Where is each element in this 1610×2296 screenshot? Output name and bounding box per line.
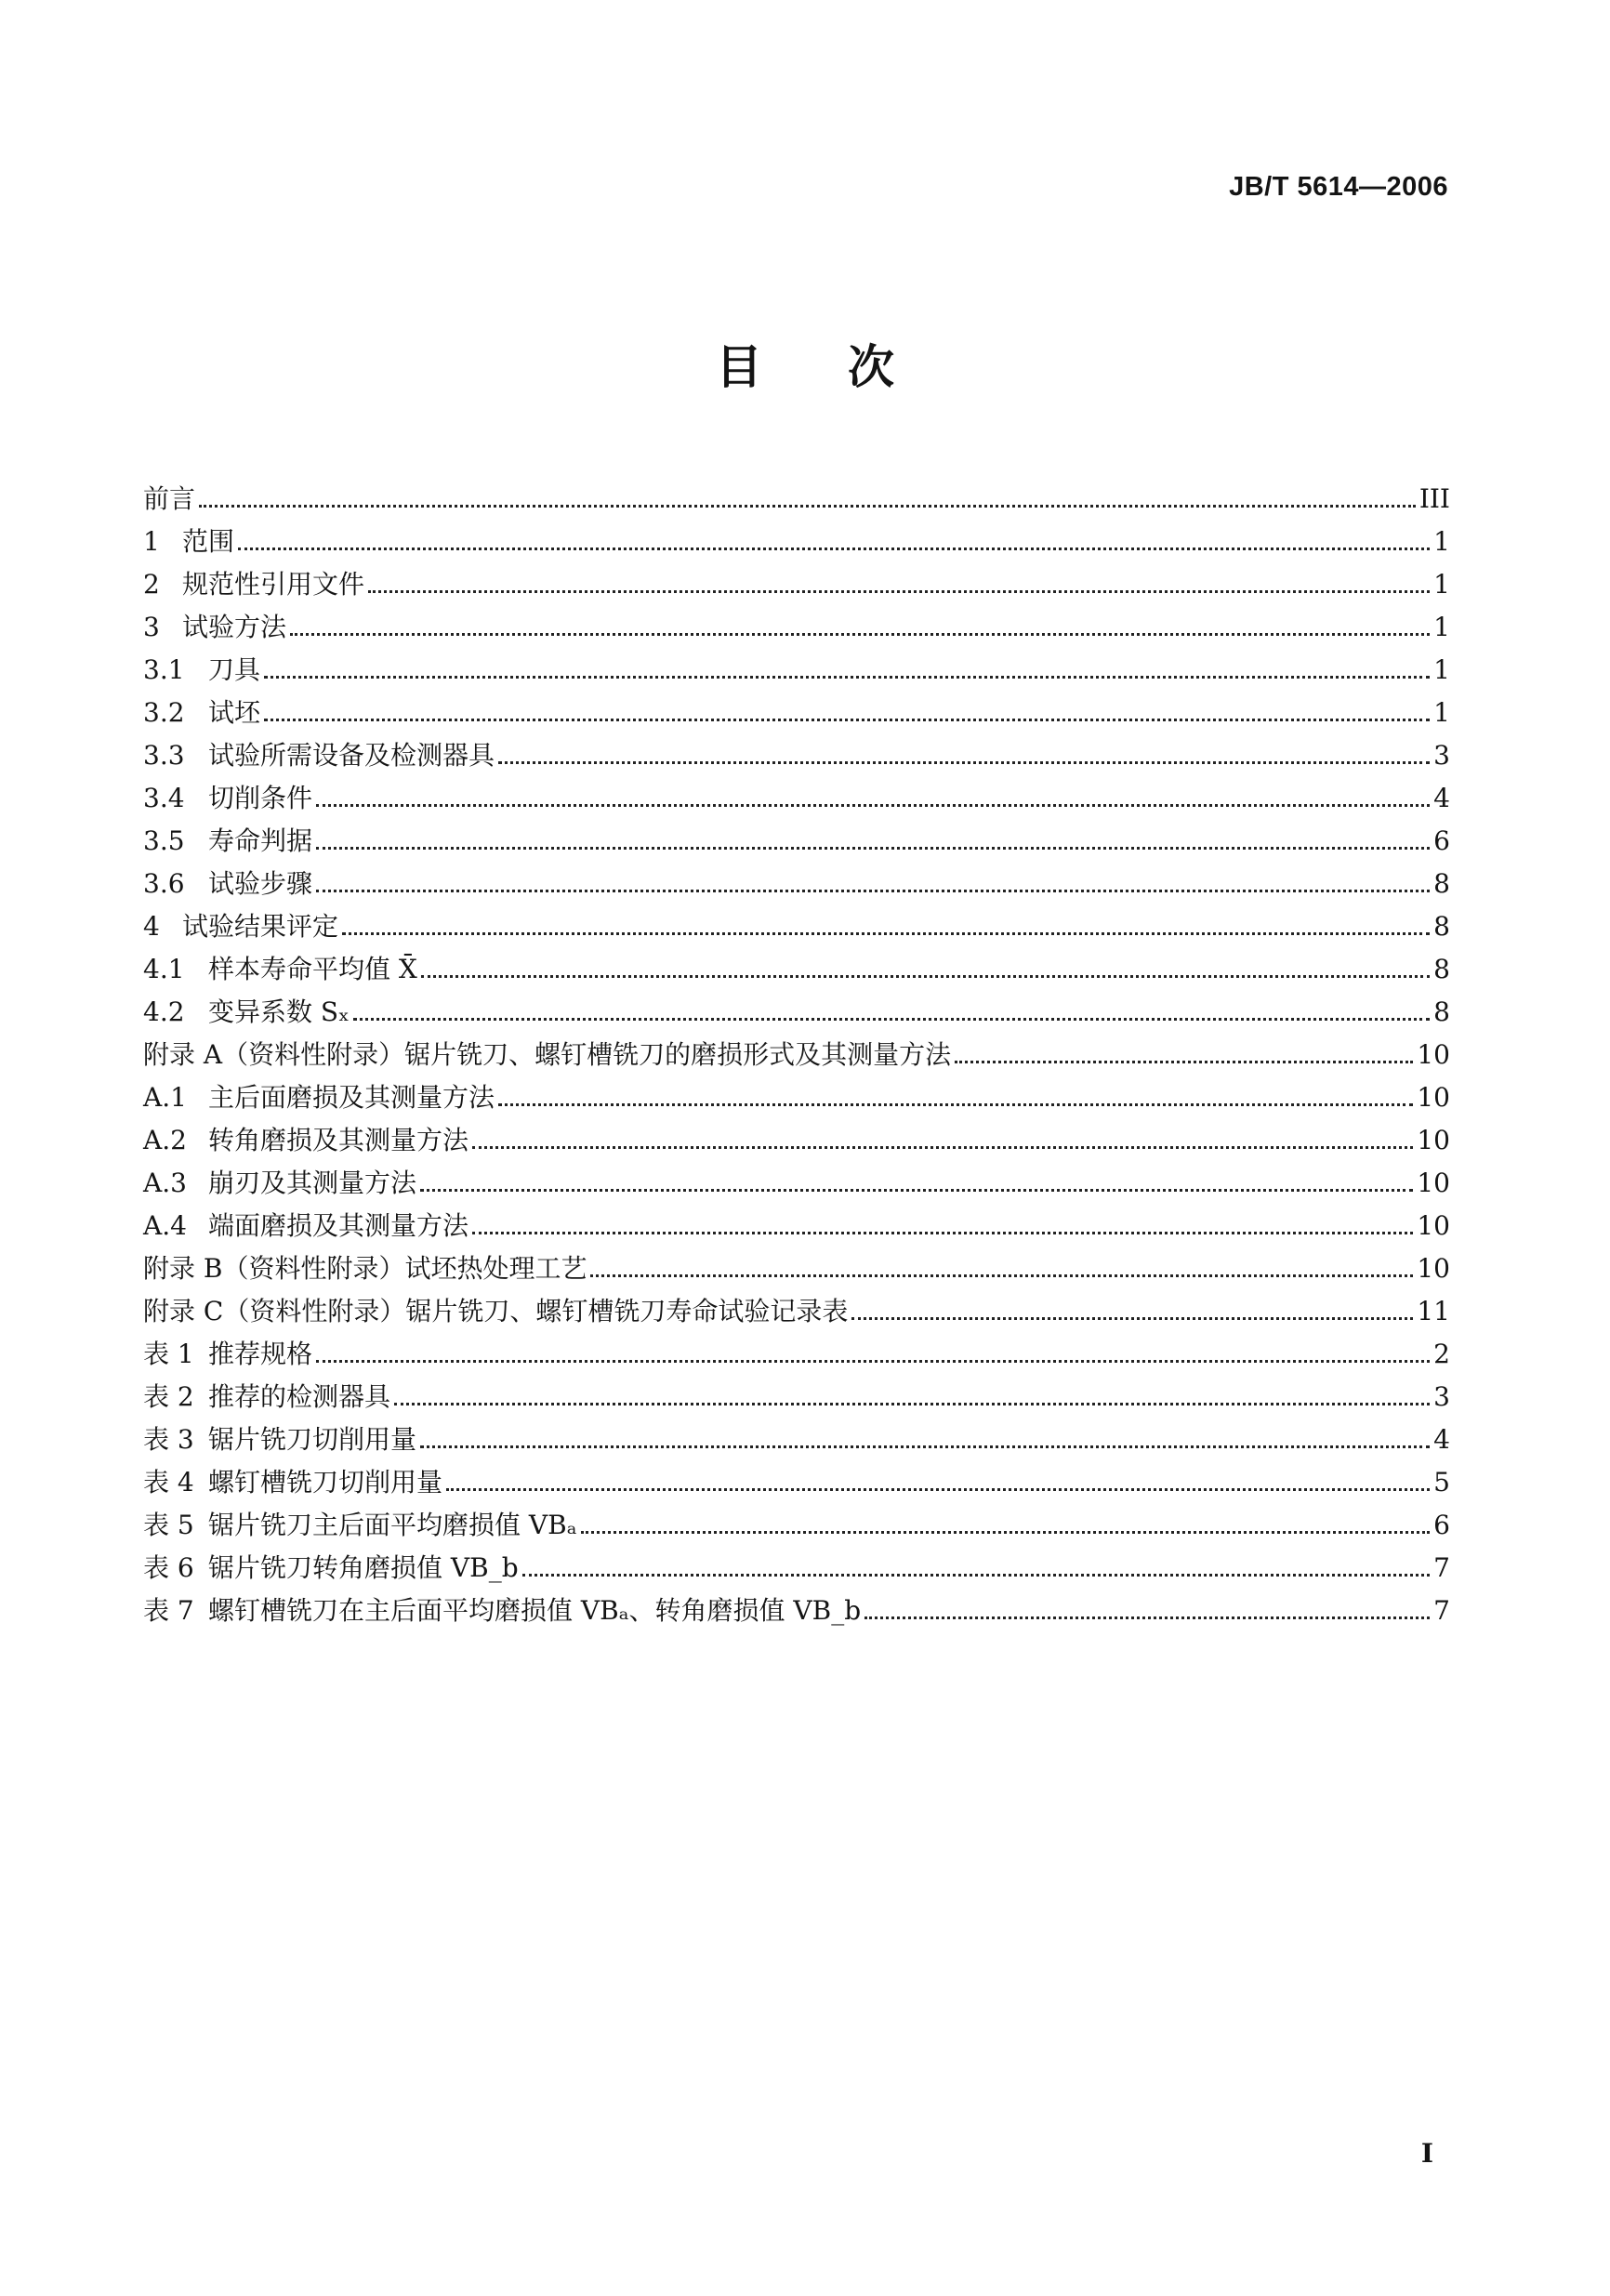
toc-entry-number: 表 4 [143,1467,194,1498]
toc-entry-label [143,1467,442,1498]
toc-entry-text: 锯片铣刀主后面平均磨损值 VBₐ [208,1510,577,1540]
toc-entry-text: 试验所需设备及检测器具 [208,740,495,771]
toc-entry-text: 附录 A（资料性附录）锯片铣刀、螺钉槽铣刀的磨损形式及其测量方法 [143,1039,952,1070]
toc-entry-label [143,1039,951,1071]
toc-entry-text: 规范性引用文件 [182,569,365,600]
toc-entry[interactable] [143,985,1450,1028]
toc-entry-page: 2 [1433,1339,1450,1369]
toc-entry-number: 表 6 [143,1552,194,1583]
toc-entry[interactable] [143,900,1450,943]
toc-entry-number: A.3 [143,1168,187,1198]
toc-entry-label [143,1552,519,1584]
toc-entry[interactable] [143,515,1450,558]
toc-entry-label [143,825,312,857]
toc-entry-label [143,483,195,515]
toc-entry-number: 3.5 [143,825,185,856]
toc-entry-label [143,1125,468,1156]
toc-entry-text: 前言 [143,483,196,514]
toc-entry-label [143,740,495,772]
toc-entry-label [143,868,312,900]
toc-leader-dots [864,1616,1430,1619]
toc-leader-dots [316,804,1430,807]
toc-entry-text: 附录 B（资料性附录）试坯热处理工艺 [143,1253,587,1284]
toc-entry-text: 切削条件 [208,783,313,813]
toc-entry-label [143,1339,312,1370]
toc-entry[interactable] [143,600,1450,643]
toc-entry-number: 表 3 [143,1424,194,1455]
toc-entry-number: 3.3 [143,740,185,771]
toc-leader-dots [590,1274,1413,1277]
toc-entry-page: 3 [1433,1381,1450,1412]
toc-entry-text: 寿命判据 [208,825,313,856]
toc-entry-text: 样本寿命平均值 X̄ [208,954,417,984]
toc-entry-label [143,654,260,686]
toc-leader-dots [316,1360,1430,1363]
toc-entry-number: A.2 [143,1125,187,1155]
toc-entry-page: 8 [1433,911,1450,942]
toc-entry-number: 3.4 [143,783,185,813]
toc-entry[interactable] [143,643,1450,686]
toc-entry-page: 7 [1433,1552,1450,1583]
toc-leader-dots [316,847,1430,850]
toc-entry-number: 3.6 [143,868,185,899]
toc-entry-text: 试验方法 [182,612,287,642]
toc-entry-label [143,1381,390,1413]
toc-entry[interactable] [143,814,1450,857]
toc-entry-page: 7 [1433,1595,1450,1626]
title-part-1: 目 [716,340,762,394]
toc-entry[interactable] [143,1071,1450,1114]
toc-leader-dots [368,590,1430,593]
toc-entry-number: 3.1 [143,654,185,685]
toc-entry-page: 6 [1433,1510,1450,1540]
toc-entry[interactable] [143,1370,1450,1413]
toc-entry-label [143,911,338,943]
toc-entry[interactable] [143,1413,1450,1456]
standard-number: JB/T 5614—2006 [1229,172,1448,202]
toc-entry-text: 变异系数 Sₓ [208,996,350,1027]
toc-entry[interactable] [143,1199,1450,1242]
toc-leader-dots [472,1232,1413,1234]
toc-leader-dots [199,505,1416,508]
toc-entry-number: 2 [143,569,160,600]
toc-leader-dots [264,719,1430,721]
toc-entry-label [143,697,260,729]
toc-entry[interactable] [143,1498,1450,1541]
toc-leader-dots [498,761,1430,764]
toc-entry-page: 3 [1433,740,1450,771]
toc-entry-number: 4 [143,911,160,942]
toc-leader-dots [290,633,1430,636]
toc-entry-number: 4.1 [143,954,185,984]
toc-entry-text: 崩刃及其测量方法 [208,1168,417,1198]
toc-entry-page: 10 [1417,1210,1450,1241]
toc-entry-label [143,1296,848,1327]
toc-entry[interactable] [143,1584,1450,1627]
toc-entry[interactable] [143,729,1450,772]
toc-entry-text: 螺钉槽铣刀在主后面平均磨损值 VBₐ、转角磨损值 VB_b [208,1595,862,1626]
toc-entry-page: 4 [1433,1424,1450,1455]
toc-leader-dots [851,1317,1413,1320]
toc-leader-dots [522,1574,1431,1577]
toc-entry-page: 10 [1417,1125,1450,1155]
toc-entry[interactable] [143,1156,1450,1199]
toc-leader-dots [353,1018,1430,1021]
toc-entry-label [143,1210,468,1242]
toc-entry-text: 推荐规格 [208,1339,313,1369]
toc-entry[interactable] [143,1327,1450,1370]
toc-entry-label [143,1424,416,1456]
toc-entry-number: A.1 [143,1082,187,1113]
toc-entry-text: 螺钉槽铣刀切削用量 [208,1467,443,1498]
toc-entry-label [143,612,286,643]
toc-entry-label [143,569,364,600]
table-of-contents [143,472,1450,1627]
toc-entry-number: 表 5 [143,1510,194,1540]
toc-entry-label [143,1595,861,1627]
toc-entry[interactable] [143,1242,1450,1285]
toc-entry-page: 1 [1433,569,1450,600]
toc-entry-number: 表 7 [143,1595,194,1626]
toc-entry-page: III [1419,483,1450,514]
toc-entry[interactable] [143,943,1450,985]
toc-entry-text: 转角磨损及其测量方法 [208,1125,469,1155]
toc-entry-label [143,1510,577,1541]
toc-leader-dots [955,1061,1413,1063]
toc-entry-page: 8 [1433,996,1450,1027]
toc-entry-text: 锯片铣刀切削用量 [208,1424,417,1455]
toc-entry-number: 3 [143,612,160,642]
toc-entry-label [143,783,312,814]
toc-entry-page: 1 [1433,697,1450,728]
page-title [0,330,1610,397]
toc-entry-number: 表 2 [143,1381,194,1412]
toc-entry-page: 4 [1433,783,1450,813]
toc-entry-text: 刀具 [208,654,261,685]
toc-leader-dots [238,548,1430,550]
toc-entry-label [143,1082,495,1114]
toc-entry-label [143,1253,587,1285]
toc-entry-page: 1 [1433,612,1450,642]
toc-entry-number: A.4 [143,1210,187,1241]
toc-entry-page: 10 [1417,1253,1450,1284]
toc-leader-dots [316,890,1430,892]
toc-entry-page: 1 [1433,526,1450,557]
toc-entry-text: 主后面磨损及其测量方法 [208,1082,495,1113]
toc-leader-dots [581,1531,1431,1534]
toc-entry-page: 1 [1433,654,1450,685]
toc-entry-number: 表 1 [143,1339,194,1369]
toc-entry-text: 推荐的检测器具 [208,1381,391,1412]
toc-entry[interactable] [143,558,1450,600]
toc-entry-text: 试验结果评定 [182,911,339,942]
toc-entry[interactable] [143,1456,1450,1498]
toc-entry-page: 11 [1417,1296,1450,1326]
title-part-2: 次 [848,340,894,394]
toc-leader-dots [264,676,1430,679]
toc-entry-page: 6 [1433,825,1450,856]
toc-entry-number: 3.2 [143,697,185,728]
toc-entry[interactable] [143,472,1450,515]
toc-entry[interactable] [143,1028,1450,1071]
toc-entry-text: 试坯 [208,697,261,728]
toc-leader-dots [472,1146,1413,1149]
toc-entry-text: 试验步骤 [208,868,313,899]
toc-entry-number: 4.2 [143,996,185,1027]
page-number: I [1420,2138,1433,2169]
toc-entry-label [143,996,350,1028]
toc-entry-page: 10 [1417,1168,1450,1198]
toc-entry-label [143,526,234,558]
toc-entry-page: 10 [1417,1082,1450,1113]
toc-entry-label [143,1168,416,1199]
toc-entry-page: 8 [1433,954,1450,984]
toc-leader-dots [498,1103,1413,1106]
toc-entry[interactable] [143,1114,1450,1156]
toc-leader-dots [446,1488,1430,1491]
toc-entry-text: 端面磨损及其测量方法 [208,1210,469,1241]
toc-entry-page: 8 [1433,868,1450,899]
toc-entry-number: 1 [143,526,160,557]
toc-leader-dots [394,1403,1430,1405]
toc-entry-page: 10 [1417,1039,1450,1070]
toc-entry-label [143,954,417,985]
toc-entry[interactable] [143,686,1450,729]
toc-entry[interactable] [143,1285,1450,1327]
toc-leader-dots [420,1189,1413,1192]
toc-entry[interactable] [143,1541,1450,1584]
toc-leader-dots [420,1445,1430,1448]
toc-leader-dots [342,932,1430,935]
toc-entry-text: 附录 C（资料性附录）锯片铣刀、螺钉槽铣刀寿命试验记录表 [143,1296,849,1326]
toc-entry-text: 范围 [182,526,235,557]
toc-entry-text: 锯片铣刀转角磨损值 VB_b [208,1552,519,1583]
toc-entry-page: 5 [1433,1467,1450,1498]
toc-entry[interactable] [143,772,1450,814]
toc-leader-dots [421,975,1430,978]
toc-entry[interactable] [143,857,1450,900]
